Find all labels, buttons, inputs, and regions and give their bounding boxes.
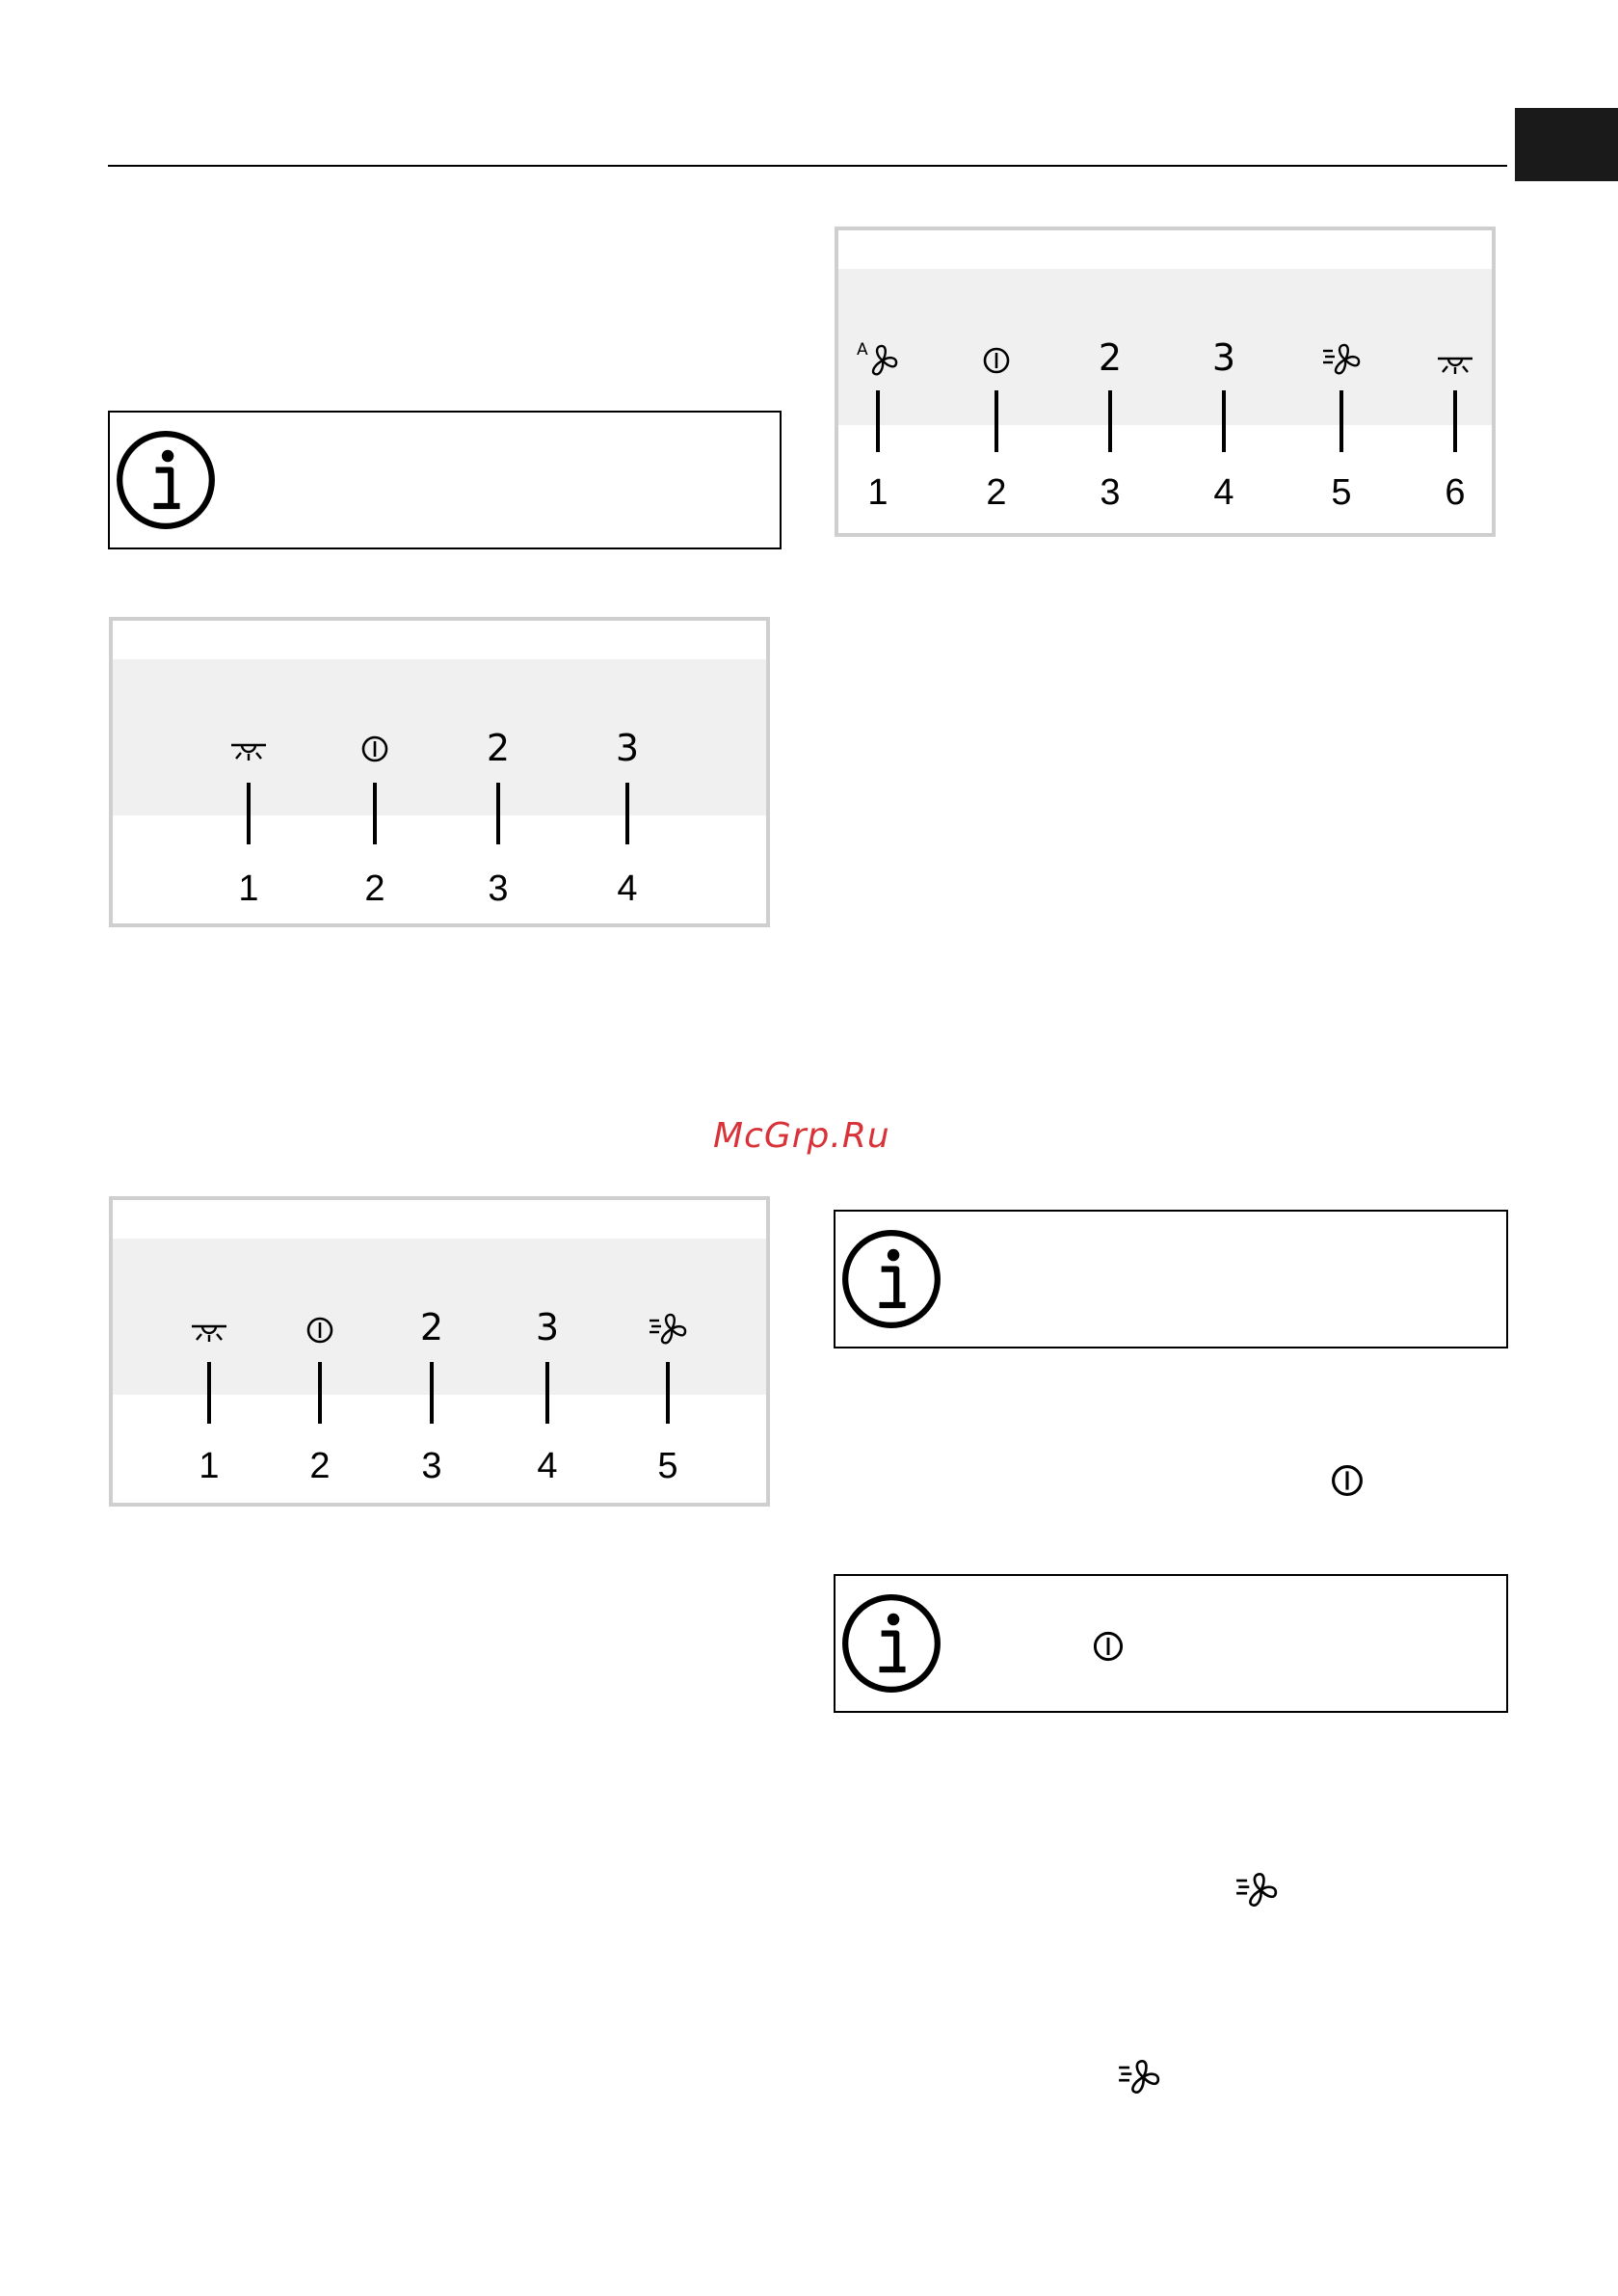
key-number: 4 [617, 868, 638, 909]
info-note-right-2 [834, 1574, 1508, 1713]
light-icon [229, 739, 268, 762]
key-number: 3 [1100, 472, 1121, 513]
control-panel-6-keys [835, 227, 1496, 537]
header-rule [108, 165, 1507, 167]
info-icon [116, 430, 216, 530]
control-panel-5-keys [109, 1196, 770, 1507]
key-number: 1 [238, 868, 259, 909]
light-icon [190, 1321, 228, 1344]
fan-auto-icon [857, 339, 899, 378]
key-number: 1 [199, 1446, 220, 1486]
key-number: 2 [364, 868, 385, 909]
panel-band [838, 269, 1492, 425]
power-icon [360, 734, 389, 763]
power-icon [1092, 1630, 1125, 1663]
key-number: 2 [986, 472, 1007, 513]
info-note-top-left [108, 411, 782, 549]
info-icon [841, 1593, 942, 1694]
key-number: 5 [1331, 472, 1352, 513]
key-number: 4 [537, 1446, 558, 1486]
power-icon [982, 346, 1011, 375]
power-icon [1330, 1463, 1365, 1498]
key-symbol: 2 [486, 727, 511, 769]
control-panel-4-keys [109, 617, 770, 927]
info-note-right-1 [834, 1210, 1508, 1348]
key-number: 1 [867, 472, 889, 513]
info-icon [841, 1229, 942, 1329]
key-number: 2 [309, 1446, 331, 1486]
fan-intensive-icon [1118, 2059, 1160, 2097]
key-symbol: 2 [419, 1306, 444, 1348]
key-number: 4 [1213, 472, 1234, 513]
key-symbol: 3 [1211, 336, 1236, 379]
fan-intensive-icon [649, 1313, 687, 1348]
power-icon [305, 1316, 334, 1345]
fan-intensive-icon [1235, 1872, 1278, 1910]
key-number: 3 [488, 868, 509, 909]
language-tab [1515, 108, 1618, 181]
key-number: 3 [421, 1446, 442, 1486]
key-number: 5 [657, 1446, 678, 1486]
light-icon [1436, 353, 1474, 376]
key-symbol: 3 [535, 1306, 560, 1348]
key-symbol: 2 [1098, 336, 1123, 379]
key-symbol: 3 [615, 727, 640, 769]
fan-intensive-icon [1322, 343, 1361, 378]
watermark: McGrp.Ru [713, 1116, 890, 1156]
key-number: 6 [1445, 472, 1466, 513]
